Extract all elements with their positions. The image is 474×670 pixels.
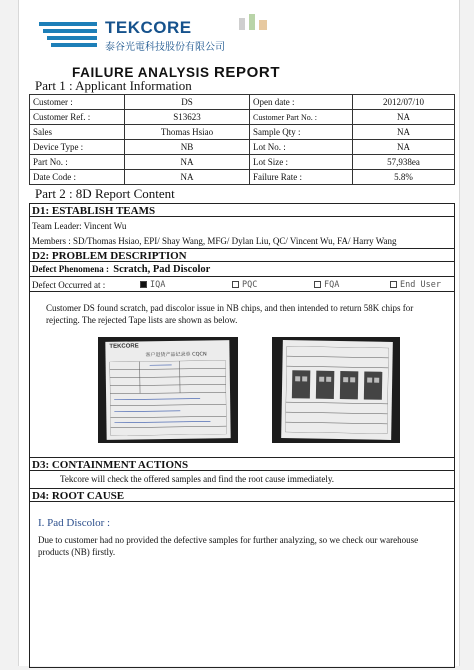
applicant-info-row [30, 140, 455, 155]
info-label: Customer : [30, 95, 125, 110]
option-end-user-label: End User [400, 280, 441, 290]
root-cause-text: Due to customer had no provided the defective samples for further analyzing, so we check our warehouse products (NB) firstly. [38, 535, 419, 557]
team-leader: Team Leader: Vincent Wu [32, 221, 127, 231]
defect-phenomena-value: Scratch, Pad Discolor [113, 264, 211, 275]
info-value: Thomas Hsiao [125, 125, 250, 140]
root-cause-subtitle: I. Pad Discolor : [38, 517, 111, 529]
info-label-2: Failure Rate : [250, 170, 353, 185]
part1-heading: Part 1 : Applicant Information [35, 78, 192, 93]
containment-text: Tekcore will check the offered samples and find the root cause immediately. [60, 474, 335, 484]
info-label-2: Lot No. : [250, 140, 353, 155]
info-label: Date Code : [30, 170, 125, 185]
info-value-2: NA [353, 125, 455, 140]
problem-description: Customer DS found scratch, pad discolor issue in NB chips, and then intended to return 58K chips for rejecting. The rejected Tape lists are shown as below. [46, 303, 414, 325]
photo1-title: 客户退货产品记录单 CQCN [145, 351, 207, 359]
tekcore-logo-icon [39, 22, 97, 48]
option-pqc[interactable] [232, 280, 257, 290]
d1-heading: D1: ESTABLISH TEAMS [30, 203, 454, 217]
info-value: NB [125, 140, 250, 155]
info-label-2: Lot Size : [250, 155, 353, 170]
info-value-2: 5.8% [353, 170, 455, 185]
applicant-info-row [30, 155, 455, 170]
report-header [39, 14, 459, 81]
tape-list-photo-1 [98, 337, 238, 443]
decoration-icon [237, 14, 271, 34]
option-fqa[interactable] [314, 280, 339, 290]
team-members: Members : SD/Thomas Hsiao, EPI/ Shay Wang, MFG/ Dylan Liu, QC/ Vincent Wu, FA/ Harry Wang [32, 236, 397, 246]
info-value: NA [125, 170, 250, 185]
info-label-2: Open date : [250, 95, 353, 110]
company-name: TEKCORE [105, 18, 192, 37]
applicant-info-row [30, 125, 455, 140]
part2-heading: Part 2 : 8D Report Content [35, 186, 175, 201]
report-title-part2: REPORT [213, 64, 281, 81]
photo1-header: TEKCORE [109, 343, 139, 350]
option-iqa-label: IQA [150, 280, 166, 290]
defect-phenomena [32, 264, 210, 275]
checkbox-end-user[interactable] [390, 281, 397, 288]
info-value: NA [125, 155, 250, 170]
option-pqc-label: PQC [242, 280, 258, 290]
info-label-2: Customer Part No. : [250, 110, 353, 125]
info-value-2: 2012/07/10 [353, 95, 455, 110]
info-label: Customer Ref. : [30, 110, 125, 125]
info-value: DS [125, 95, 250, 110]
checkbox-fqa[interactable] [314, 281, 321, 288]
defect-phenomena-label: Defect Phenomena : [32, 264, 109, 274]
info-label: Part No. : [30, 155, 125, 170]
8d-report-box [29, 203, 455, 668]
d4-heading: D4: ROOT CAUSE [30, 488, 454, 502]
checkbox-iqa[interactable] [140, 281, 147, 288]
applicant-info-row [30, 95, 455, 110]
info-label-2: Sample Qty : [250, 125, 353, 140]
option-iqa[interactable] [140, 280, 165, 290]
tape-list-photo-2 [272, 337, 400, 443]
d2-heading: D2: PROBLEM DESCRIPTION [30, 248, 454, 262]
applicant-info-table [29, 94, 455, 185]
info-value: S13623 [125, 110, 250, 125]
applicant-info-row [30, 170, 455, 185]
info-label: Device Type : [30, 140, 125, 155]
info-value-2: NA [353, 140, 455, 155]
info-value-2: NA [353, 110, 455, 125]
option-end-user[interactable] [390, 280, 441, 290]
report-title-part1: FAILURE ANALYSIS [72, 65, 214, 80]
option-fqa-label: FQA [324, 280, 340, 290]
defect-occurred-label: Defect Occurred at : [32, 280, 106, 290]
document-page [18, 0, 460, 666]
info-label: Sales [30, 125, 125, 140]
applicant-info-row [30, 110, 455, 125]
info-value-2: 57,938ea [353, 155, 455, 170]
d3-heading: D3: CONTAINMENT ACTIONS [30, 457, 454, 471]
checkbox-pqc[interactable] [232, 281, 239, 288]
company-chinese-name: 泰谷光電科技股份有限公司 [105, 42, 225, 53]
